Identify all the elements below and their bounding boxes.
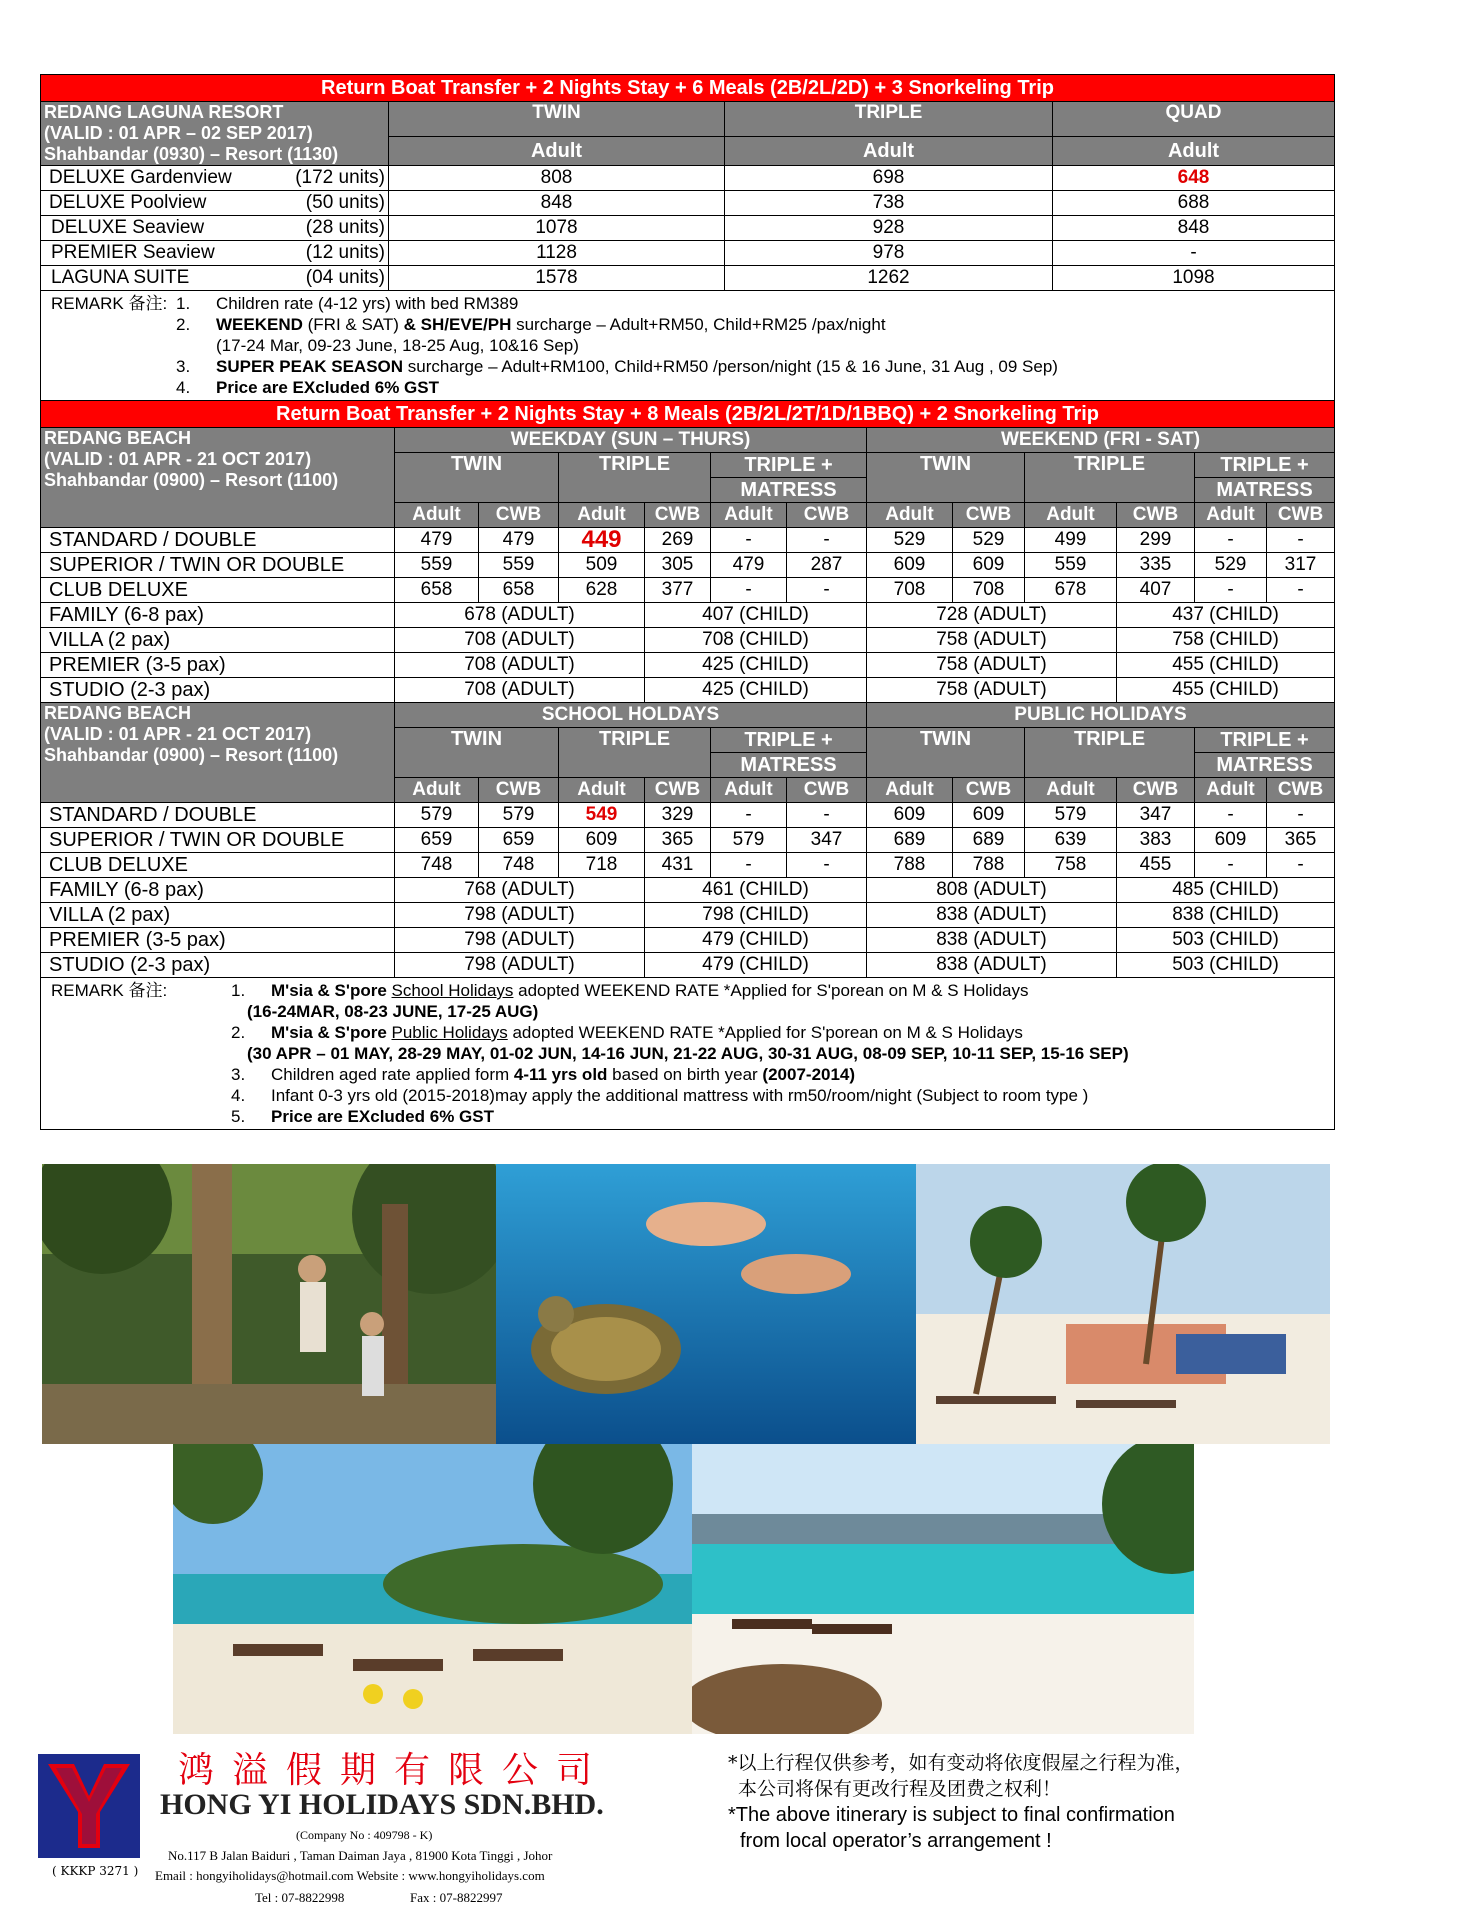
col-cwb: CWB: [479, 503, 559, 528]
room-name: STUDIO (2-3 pax): [41, 953, 395, 978]
col-adult: Adult: [1025, 503, 1117, 528]
price-cell: 559: [479, 553, 559, 578]
price-cell: 299: [1117, 528, 1195, 553]
remark-text: based on birth year: [607, 1065, 763, 1084]
col-cwb: CWB: [787, 778, 867, 803]
room-name: VILLA (2 pax): [41, 628, 395, 653]
price-cell: 728 (ADULT): [867, 603, 1117, 628]
remark-bold: (2007-2014): [762, 1065, 856, 1084]
price-cell: 659: [479, 828, 559, 853]
remark-number: 4.: [176, 378, 191, 397]
redang-beach-table: [40, 400, 1335, 1130]
price-cell: 609: [559, 828, 645, 853]
company-name-chinese: 鸿溢假期有限公司: [178, 1750, 611, 1791]
price-cell: 529: [1195, 553, 1267, 578]
price-cell: 708: [867, 578, 953, 603]
price-cell: 499: [1025, 528, 1117, 553]
price-cell: 758 (ADULT): [867, 628, 1117, 653]
price-cell: 479: [479, 528, 559, 553]
price-cell: 503 (CHILD): [1117, 953, 1335, 978]
price-cell: 407: [1117, 578, 1195, 603]
col-cwb: CWB: [645, 503, 711, 528]
price-cell: -: [1267, 803, 1335, 828]
price-cell: 1578: [389, 266, 725, 291]
remark-underline: Public Holidays: [391, 1023, 508, 1042]
col-twin: TWIN: [867, 453, 1025, 503]
price-cell: 678 (ADULT): [395, 603, 645, 628]
col-twin: TWIN: [389, 102, 725, 137]
price-cell: 698: [725, 166, 1053, 191]
price-cell: 509: [559, 553, 645, 578]
price-cell: 798 (ADULT): [395, 903, 645, 928]
remark-text: surcharge – Adult+RM100, Child+RM50 /person/night (15 & 16 June, 31 Aug , 09 Sep): [403, 357, 1058, 376]
price-cell: 978: [725, 241, 1053, 266]
remark-bold: SUPER PEAK SEASON: [216, 357, 404, 376]
remark-text: [271, 980, 1029, 1001]
price-cell: 708 (CHILD): [645, 628, 867, 653]
price-cell: 838 (ADULT): [867, 903, 1117, 928]
col-quad: QUAD: [1053, 102, 1335, 137]
remark-number: 5.: [231, 1107, 246, 1126]
price-cell: 808: [389, 166, 725, 191]
table-row: [41, 953, 1335, 978]
price-cell: 689: [953, 828, 1025, 853]
room-name: STANDARD / DOUBLE: [41, 528, 395, 553]
price-cell: 437 (CHILD): [1117, 603, 1335, 628]
remark-number: 4.: [231, 1086, 246, 1105]
price-cell: 365: [1267, 828, 1335, 853]
price-cell: -: [787, 528, 867, 553]
col-triple-mattress: TRIPLE +: [1195, 453, 1335, 478]
price-cell: 758 (ADULT): [867, 653, 1117, 678]
price-cell: 431: [645, 853, 711, 878]
resort-info: [41, 428, 395, 528]
price-cell: 689: [867, 828, 953, 853]
table-row: [41, 803, 1335, 828]
remark-label: REMARK 备注:: [51, 981, 168, 1000]
price-cell: 559: [395, 553, 479, 578]
resort-validity: (VALID : 01 APR – 02 SEP 2017): [44, 123, 313, 143]
col-twin: TWIN: [395, 728, 559, 778]
room-units: (172 units): [295, 167, 385, 188]
price-cell: 1078: [389, 216, 725, 241]
beach-resort-photo: [916, 1164, 1330, 1444]
resort-name: REDANG BEACH: [44, 703, 192, 723]
remark-dates: (16-24MAR, 08-23 JUNE, 17-25 AUG): [247, 1002, 539, 1021]
resort-transfer: Shahbandar (0900) – Resort (1100): [44, 470, 339, 490]
price-cell: 848: [389, 191, 725, 216]
price-cell: 305: [645, 553, 711, 578]
price-cell: -: [1195, 528, 1267, 553]
remark-text: Children rate (4-12 yrs) with bed RM389: [216, 294, 519, 313]
price-cell: 639: [1025, 828, 1117, 853]
price-cell: 658: [479, 578, 559, 603]
col-adult: Adult: [1195, 778, 1267, 803]
resort-transfer: Shahbandar (0900) – Resort (1100): [44, 745, 339, 765]
table-row: [41, 878, 1335, 903]
price-cell: 659: [395, 828, 479, 853]
company-tel: Tel : 07-8822998: [255, 1890, 345, 1905]
remark-number: 1.: [176, 294, 191, 313]
table-row: [41, 528, 1335, 553]
company-name-english: HONG YI HOLIDAYS SDN.BHD.: [160, 1788, 604, 1821]
price-cell: 928: [725, 216, 1053, 241]
room-name: CLUB DELUXE: [41, 578, 395, 603]
table-row: [41, 628, 1335, 653]
price-cell: 798 (ADULT): [395, 928, 645, 953]
price-cell: 329: [645, 803, 711, 828]
price-cell: 425 (CHILD): [645, 678, 867, 703]
price-cell: 609: [953, 553, 1025, 578]
price-cell: 269: [645, 528, 711, 553]
col-adult: Adult: [711, 503, 787, 528]
table-row: [41, 266, 1335, 291]
price-cell: 808 (ADULT): [867, 878, 1117, 903]
remark-bold: 4-11 yrs old: [513, 1065, 608, 1084]
table-row: [41, 241, 1335, 266]
price-cell: 529: [867, 528, 953, 553]
remark-text: adopted WEEKEND RATE *Applied for S'porean on M & S Holidays: [513, 981, 1029, 1000]
snorkeling-turtle-photo: [496, 1164, 916, 1444]
price-cell: 503 (CHILD): [1117, 928, 1335, 953]
price-cell: -: [787, 803, 867, 828]
table-row: [41, 553, 1335, 578]
price-cell: 579: [479, 803, 559, 828]
price-cell: 407 (CHILD): [645, 603, 867, 628]
remark-bold: M'sia & S'pore: [271, 1023, 392, 1042]
remark-text: [216, 356, 1058, 377]
remark-number: 2.: [231, 1023, 246, 1042]
resort-info: [41, 102, 389, 166]
col-cwb: CWB: [953, 503, 1025, 528]
col-adult: Adult: [1053, 137, 1335, 166]
holiday-rows: [41, 803, 1335, 978]
price-cell: 748: [395, 853, 479, 878]
price-cell: 317: [1267, 553, 1335, 578]
price-cell: -: [711, 803, 787, 828]
price-cell: 335: [1117, 553, 1195, 578]
table-row: [41, 166, 1335, 191]
table-row: [41, 653, 1335, 678]
col-triple-mattress: TRIPLE +: [711, 453, 867, 478]
table-row: [41, 853, 1335, 878]
price-cell: 579: [711, 828, 787, 853]
price-cell: 788: [953, 853, 1025, 878]
price-cell: -: [1053, 241, 1335, 266]
price-cell: 708: [953, 578, 1025, 603]
resort-validity: (VALID : 01 APR - 21 OCT 2017): [44, 449, 312, 469]
col-adult: Adult: [389, 137, 725, 166]
price-cell: 838 (CHILD): [1117, 903, 1335, 928]
price-cell: 758 (CHILD): [1117, 628, 1335, 653]
price-cell: -: [1267, 528, 1335, 553]
price-cell: -: [1195, 578, 1267, 603]
room-name: FAMILY (6-8 pax): [41, 603, 395, 628]
table-row: [41, 191, 1335, 216]
price-cell: 1262: [725, 266, 1053, 291]
remark-bold: & SH/EVE/PH: [403, 315, 512, 334]
price-cell: 347: [787, 828, 867, 853]
package1-title: Return Boat Transfer + 2 Nights Stay + 6 Meals (2B/2L/2D) + 3 Snorkeling Trip: [41, 75, 1335, 102]
col-adult: Adult: [867, 503, 953, 528]
resort-name: REDANG LAGUNA RESORT: [44, 102, 284, 122]
price-cell: 461 (CHILD): [645, 878, 867, 903]
price-cell: 708 (ADULT): [395, 678, 645, 703]
school-holidays-header: SCHOOL HOLDAYS: [395, 703, 867, 728]
remark-text: adopted WEEKEND RATE *Applied for S'porean on M & S Holidays: [507, 1023, 1023, 1042]
col-cwb: CWB: [953, 778, 1025, 803]
room-name: PREMIER (3-5 pax): [41, 928, 395, 953]
room-name: FAMILY (6-8 pax): [41, 878, 395, 903]
price-cell: 287: [787, 553, 867, 578]
col-mattress: MATRESS: [1195, 753, 1335, 778]
room-name: LAGUNA SUITE: [51, 267, 190, 288]
col-adult: Adult: [559, 778, 645, 803]
company-number: (Company No : 409798 - K): [296, 1828, 433, 1842]
disclaimer-chinese-1: *以上行程仅供参考，如有变动将依度假屋之行程为准，: [728, 1752, 1194, 1774]
price-cell: 559: [1025, 553, 1117, 578]
room-units: (04 units): [305, 267, 385, 288]
weekday-header: WEEKDAY (SUN – THURS): [395, 428, 867, 453]
remark-text: [271, 1022, 1023, 1043]
kkkp-license: ( KKKP 3271 ): [52, 1864, 139, 1878]
remark-label: REMARK 备注:: [51, 294, 168, 313]
price-cell: 479: [711, 553, 787, 578]
price-cell: 798 (ADULT): [395, 953, 645, 978]
remark-bold: WEEKEND: [216, 315, 303, 334]
jungle-family-photo: [42, 1164, 496, 1444]
table-row: [41, 828, 1335, 853]
price-cell: 708 (ADULT): [395, 653, 645, 678]
price-cell: 748: [479, 853, 559, 878]
package1-remarks: [41, 291, 1335, 401]
price-cell: -: [1195, 803, 1267, 828]
remark-text: Infant 0-3 yrs old (2015-2018)may apply the additional mattress with rm50/room/night (Subject to room type ): [271, 1086, 1089, 1105]
col-cwb: CWB: [1267, 503, 1335, 528]
price-cell: -: [1267, 853, 1335, 878]
price-cell: -: [711, 578, 787, 603]
price-cell: 365: [645, 828, 711, 853]
resort-transfer: Shahbandar (0930) – Resort (1130): [44, 144, 339, 164]
col-triple: TRIPLE: [559, 453, 711, 503]
col-twin: TWIN: [867, 728, 1025, 778]
col-cwb: CWB: [1117, 778, 1195, 803]
col-cwb: CWB: [645, 778, 711, 803]
price-cell: 479 (CHILD): [645, 928, 867, 953]
col-cwb: CWB: [479, 778, 559, 803]
remark-dates: (17-24 Mar, 09-23 June, 18-25 Aug, 10&16 Sep): [216, 336, 579, 355]
remark-text: [216, 314, 886, 335]
room-name: DELUXE Poolview: [49, 192, 207, 213]
price-cell: -: [1267, 578, 1335, 603]
remark-number: 2.: [176, 315, 191, 334]
col-adult: Adult: [1025, 778, 1117, 803]
col-adult: Adult: [867, 778, 953, 803]
room-name: SUPERIOR / TWIN OR DOUBLE: [41, 553, 395, 578]
price-cell: -: [1195, 853, 1267, 878]
price-cell-highlight: 549: [559, 803, 645, 828]
room-name: DELUXE Seaview: [51, 217, 205, 238]
price-cell: 768 (ADULT): [395, 878, 645, 903]
price-cell: 1098: [1053, 266, 1335, 291]
price-cell: 479 (CHILD): [645, 953, 867, 978]
price-cell: 838 (ADULT): [867, 928, 1117, 953]
remark-dates: (30 APR – 01 MAY, 28-29 MAY, 01-02 JUN, 14-16 JUN, 21-22 AUG, 30-31 AUG, 08-09 SEP, 10-11 SEP, 15-16 SEP): [247, 1044, 1129, 1063]
company-contact: Email : hongyiholidays@hotmail.com Website : www.hongyiholidays.com: [155, 1868, 545, 1883]
price-cell: 579: [395, 803, 479, 828]
col-cwb: CWB: [1117, 503, 1195, 528]
price-cell: 485 (CHILD): [1117, 878, 1335, 903]
table-row: [41, 903, 1335, 928]
room-name: SUPERIOR / TWIN OR DOUBLE: [41, 828, 395, 853]
col-twin: TWIN: [395, 453, 559, 503]
price-cell: 609: [867, 553, 953, 578]
table-row: [41, 578, 1335, 603]
price-cell: 788: [867, 853, 953, 878]
price-cell: 529: [953, 528, 1025, 553]
col-adult: Adult: [395, 503, 479, 528]
col-mattress: MATRESS: [1195, 478, 1335, 503]
price-cell: 455 (CHILD): [1117, 678, 1335, 703]
price-cell-highlight: 648: [1053, 166, 1335, 191]
company-footer: [0, 1740, 1480, 1914]
table-row: [41, 603, 1335, 628]
price-cell: 383: [1117, 828, 1195, 853]
price-cell: -: [711, 528, 787, 553]
price-cell: 347: [1117, 803, 1195, 828]
col-adult: Adult: [725, 137, 1053, 166]
col-triple: TRIPLE: [1025, 453, 1195, 503]
price-cell: 708 (ADULT): [395, 628, 645, 653]
col-adult: Adult: [711, 778, 787, 803]
price-cell: 479: [395, 528, 479, 553]
company-address: No.117 B Jalan Baiduri , Taman Daiman Jaya , 81900 Kota Tinggi , Johor: [168, 1848, 553, 1863]
weekend-header: WEEKEND (FRI - SAT): [867, 428, 1335, 453]
price-cell-highlight: 449: [559, 528, 645, 553]
col-adult: Adult: [395, 778, 479, 803]
price-cell: 377: [645, 578, 711, 603]
resort-name: REDANG BEACH: [44, 428, 192, 448]
resort-validity: (VALID : 01 APR - 21 OCT 2017): [44, 724, 312, 744]
public-holidays-header: PUBLIC HOLIDAYS: [867, 703, 1335, 728]
price-cell: 658: [395, 578, 479, 603]
weekday-weekend-rows: [41, 528, 1335, 703]
price-cell: 798 (CHILD): [645, 903, 867, 928]
price-cell: 838 (ADULT): [867, 953, 1117, 978]
beach-loungers-photo: [173, 1444, 692, 1734]
room-name: PREMIER Seaview: [51, 242, 215, 263]
price-cell: 628: [559, 578, 645, 603]
room-name: DELUXE Gardenview: [49, 167, 232, 188]
price-cell: 678: [1025, 578, 1117, 603]
col-adult: Adult: [559, 503, 645, 528]
remark-bold: Price are EXcluded 6% GST: [216, 378, 439, 397]
hong-yi-logo: [38, 1754, 140, 1858]
remark-bold: Price are EXcluded 6% GST: [271, 1107, 494, 1126]
col-mattress: MATRESS: [711, 753, 867, 778]
price-cell: 758 (ADULT): [867, 678, 1117, 703]
price-cell: 1128: [389, 241, 725, 266]
col-triple: TRIPLE: [725, 102, 1053, 137]
white-sand-beach-photo: [692, 1444, 1194, 1734]
remark-number: 3.: [176, 357, 191, 376]
price-cell: -: [711, 853, 787, 878]
price-cell: 688: [1053, 191, 1335, 216]
disclaimer: [728, 1750, 1194, 1854]
company-fax: Fax : 07-8822997: [410, 1890, 503, 1905]
remark-number: 1.: [231, 981, 246, 1000]
price-cell: 758: [1025, 853, 1117, 878]
table-row: [41, 216, 1335, 241]
remark-number: 3.: [231, 1065, 246, 1084]
remark-text: (FRI & SAT): [302, 315, 404, 334]
remark-text: surcharge – Adult+RM50, Child+RM25 /pax/night: [511, 315, 886, 334]
room-name: STANDARD / DOUBLE: [41, 803, 395, 828]
price-cell: 455 (CHILD): [1117, 653, 1335, 678]
col-adult: Adult: [1195, 503, 1267, 528]
col-cwb: CWB: [1267, 778, 1335, 803]
room-name: VILLA (2 pax): [41, 903, 395, 928]
price-cell: 609: [953, 803, 1025, 828]
price-cell: -: [787, 853, 867, 878]
col-triple-mattress: TRIPLE +: [711, 728, 867, 753]
price-cell: 425 (CHILD): [645, 653, 867, 678]
table-row: [41, 678, 1335, 703]
price-cell: 609: [1195, 828, 1267, 853]
col-triple: TRIPLE: [1025, 728, 1195, 778]
room-units: (50 units): [305, 192, 385, 213]
package2-remarks: [41, 978, 1335, 1130]
col-mattress: MATRESS: [711, 478, 867, 503]
price-cell: 848: [1053, 216, 1335, 241]
remark-text: [271, 1064, 855, 1085]
price-cell: 579: [1025, 803, 1117, 828]
price-cell: 609: [867, 803, 953, 828]
room-units: (28 units): [305, 217, 385, 238]
room-name: PREMIER (3-5 pax): [41, 653, 395, 678]
room-name: CLUB DELUXE: [41, 853, 395, 878]
remark-bold: M'sia & S'pore: [271, 981, 392, 1000]
price-cell: 738: [725, 191, 1053, 216]
price-sheet: [40, 74, 1334, 1130]
price-cell: 455: [1117, 853, 1195, 878]
col-triple: TRIPLE: [559, 728, 711, 778]
col-cwb: CWB: [787, 503, 867, 528]
disclaimer-english-2: from local operator’s arrangement !: [740, 1830, 1052, 1852]
disclaimer-chinese-2: 本公司将保有更改行程及团费之权利！: [738, 1778, 1062, 1800]
col-triple-mattress: TRIPLE +: [1195, 728, 1335, 753]
remark-text: Children aged rate applied form: [271, 1065, 514, 1084]
package2-title: Return Boat Transfer + 2 Nights Stay + 8 Meals (2B/2L/2T/1D/1BBQ) + 2 Snorkeling Trip: [41, 401, 1335, 428]
price-cell: 718: [559, 853, 645, 878]
disclaimer-english-1: *The above itinerary is subject to final confirmation: [728, 1804, 1175, 1826]
remark-underline: School Holidays: [391, 981, 514, 1000]
room-units: (12 units): [305, 242, 385, 263]
table-row: [41, 928, 1335, 953]
resort-info: [41, 703, 395, 803]
room-name: STUDIO (2-3 pax): [41, 678, 395, 703]
laguna-resort-table: [40, 74, 1335, 401]
price-cell: -: [787, 578, 867, 603]
